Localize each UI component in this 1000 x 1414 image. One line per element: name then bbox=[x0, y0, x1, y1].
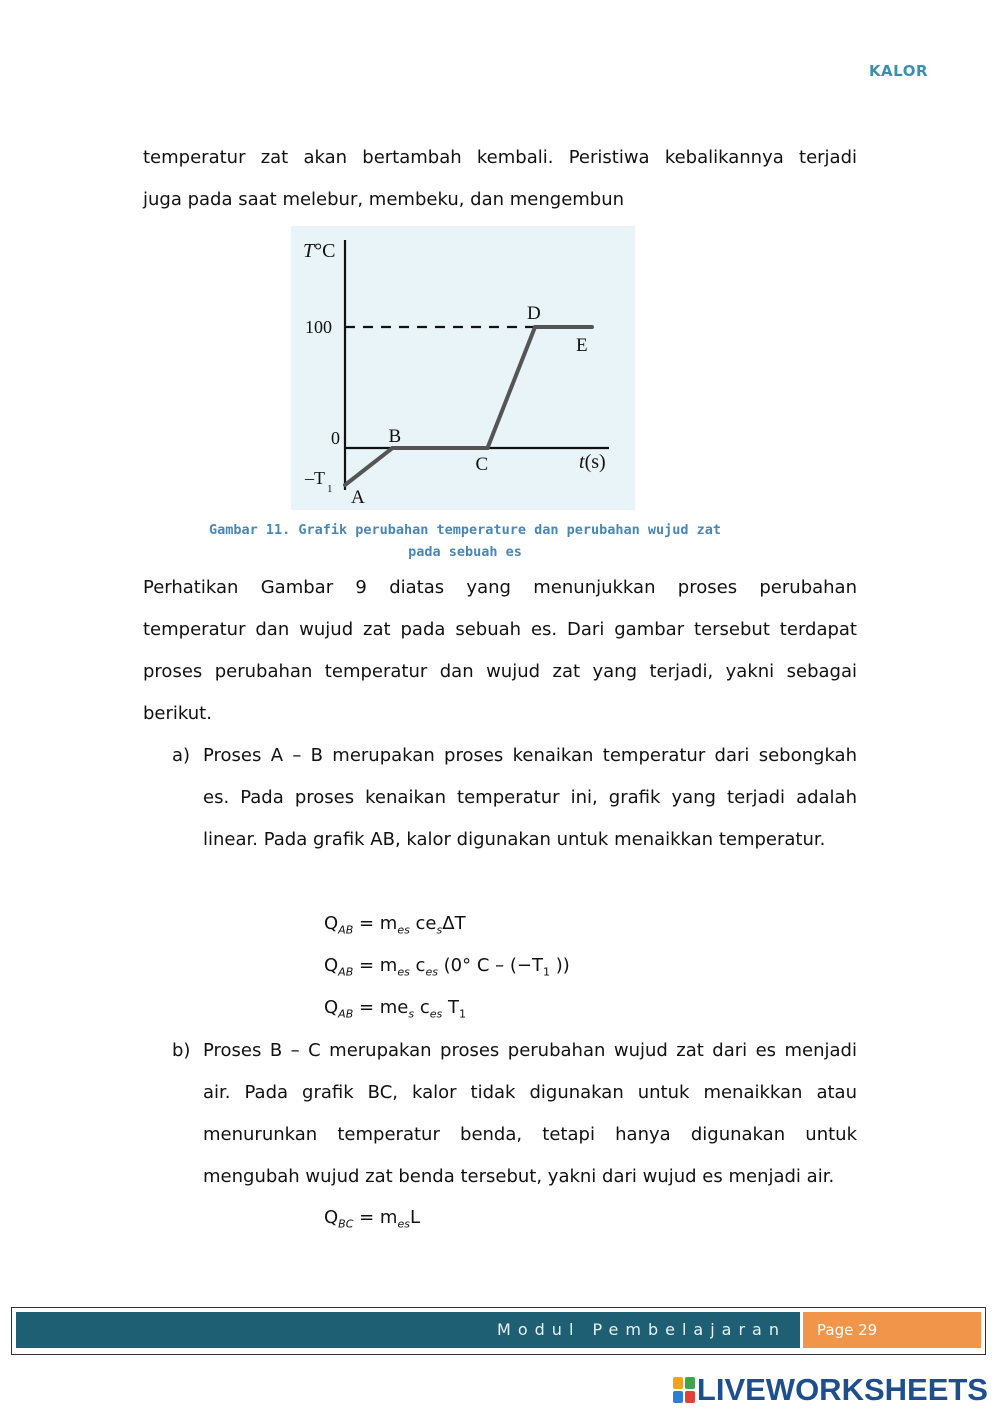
list-item-a bbox=[172, 735, 857, 861]
segment-AB bbox=[345, 448, 393, 485]
item-a-line-1: Proses A – B merupakan proses kenaikan temperatur dari sebongkah bbox=[203, 745, 857, 766]
footer bbox=[11, 1307, 986, 1355]
liveworksheets-logo[interactable] bbox=[673, 1372, 988, 1408]
item-b-line-4: mengubah wujud zat benda tersebut, yakni dari wujud es menjadi air. bbox=[203, 1166, 835, 1187]
paragraph-line-2: temperatur dan wujud zat pada sebuah es. Dari gambar tersebut terdapat bbox=[143, 619, 857, 640]
figure-caption bbox=[190, 519, 740, 563]
header-title: KALOR bbox=[868, 62, 928, 80]
paragraph-line-4: berikut. bbox=[143, 703, 212, 724]
item-b-line-2: air. Pada grafik BC, kalor tidak digunakan untuk menaikkan atau bbox=[203, 1082, 857, 1103]
point-label-D: D bbox=[527, 303, 541, 324]
point-label-A: A bbox=[351, 487, 365, 508]
formula-4: $Q_{BC} = m_{es}L$ bbox=[324, 1207, 420, 1231]
list-item-b bbox=[172, 1030, 857, 1198]
intro-line-2: juga pada saat melebur, membeku, dan mengembun bbox=[143, 189, 625, 210]
brand-grid-icon bbox=[673, 1377, 695, 1403]
x-axis-label: t(s) bbox=[579, 451, 606, 473]
formula-1: $Q_{AB} = m_{es}$ $ce_s\Delta T$ bbox=[324, 913, 466, 937]
footer-module-label: Modul Pembelajaran bbox=[16, 1312, 800, 1348]
item-a-line-2: es. Pada proses kenaikan temperatur ini, grafik yang terjadi adalah bbox=[203, 787, 857, 808]
paragraph-line-1: Perhatikan Gambar 9 diatas yang menunjukkan proses perubahan bbox=[143, 577, 857, 598]
segment-CD bbox=[488, 327, 536, 448]
intro-line-1: temperatur zat akan bertambah kembali. Peristiwa kebalikannya terjadi bbox=[143, 147, 857, 168]
point-label-C: C bbox=[475, 454, 489, 475]
point-label-E: E bbox=[576, 335, 588, 356]
item-b-line-3: menurunkan temperatur benda, tetapi hanya digunakan untuk bbox=[203, 1124, 857, 1145]
paragraph-line-3: proses perubahan temperatur dan wujud zat yang terjadi, yakni sebagai bbox=[143, 661, 857, 682]
formula-3: $Q_{AB} = me_s$ $c_{es}$ $T_1$ bbox=[324, 997, 466, 1021]
caption-line-1: Gambar 11. Grafik perubahan temperature dan perubahan wujud zat bbox=[208, 522, 722, 538]
list-marker-a: a) bbox=[172, 745, 191, 766]
formula-2: $Q_{AB} = m_{es}$ $c_{es}$ (0° $C - (-T_1$ )) bbox=[324, 955, 570, 979]
item-a-line-3: linear. Pada grafik AB, kalor digunakan untuk menaikkan temperatur. bbox=[203, 829, 826, 850]
y-tick-neg-t1: $-T_1$ bbox=[305, 468, 333, 495]
temperature-phase-chart bbox=[291, 226, 635, 510]
caption-line-2: pada sebuah es bbox=[408, 544, 522, 560]
y-tick-0: 0 bbox=[331, 428, 340, 448]
list-marker-b: b) bbox=[172, 1040, 191, 1061]
y-tick-100: 100 bbox=[305, 317, 332, 337]
item-b-line-1: Proses B – C merupakan proses perubahan wujud zat dari es menjadi bbox=[203, 1040, 857, 1061]
chart-svg bbox=[291, 226, 635, 510]
y-axis-label: T°C bbox=[303, 240, 336, 262]
footer-page-number: Page 29 bbox=[803, 1312, 981, 1348]
point-label-B: B bbox=[388, 426, 402, 447]
brand-name: LIVEWORKSHEETS bbox=[696, 1372, 988, 1407]
chart-marks bbox=[345, 303, 592, 508]
